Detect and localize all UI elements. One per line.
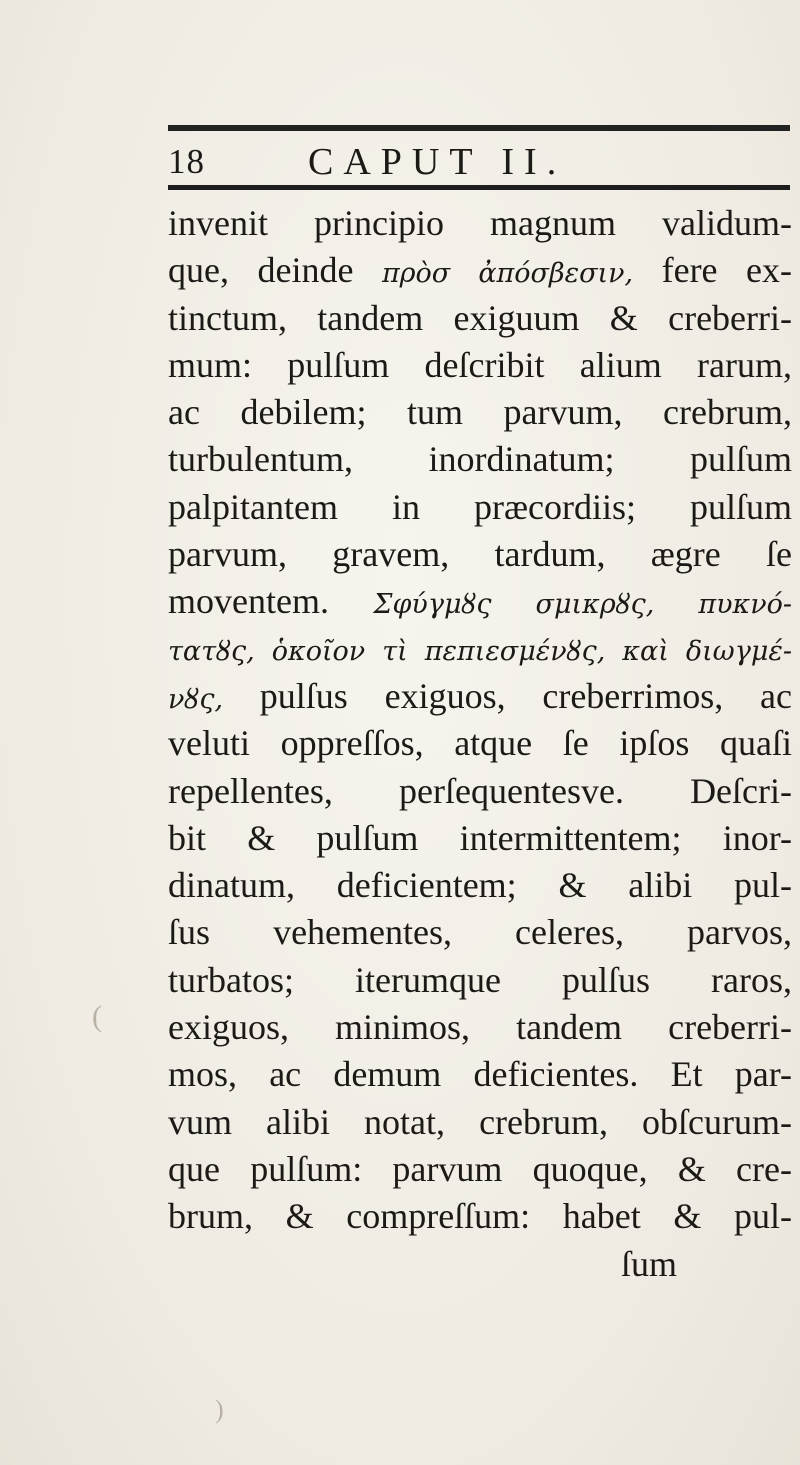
text-line: νȣς, pulſus exiguos, creberrimos, ac — [168, 675, 792, 716]
text-line: brum, & compreſſum: habet & pul- — [168, 1196, 792, 1237]
header-top-rule — [168, 125, 790, 131]
text-line: que, deinde πρὸσ ἀπόσβεσιν, fere ex- — [168, 250, 793, 291]
greek-phrase: νȣς, — [168, 683, 224, 715]
catchword: ſum — [620, 1243, 677, 1284]
greek-phrase: Σφύγμȣς σμικρȣς, πυκνό- — [373, 589, 792, 621]
running-title: CAPUT II. — [308, 141, 567, 183]
text-line: invenit principio magnum validum- — [168, 203, 792, 243]
text-line: veluti oppreſſos, atque ſe ipſos quaſi — [168, 723, 792, 764]
text-line: dinatum, deficientem; & alibi pul- — [168, 865, 792, 906]
text-line: exiguos, minimos, tandem creberri- — [168, 1007, 792, 1048]
text-line: palpitantem in præcordiis; pulſum — [168, 486, 792, 527]
body-text — [168, 200, 792, 1288]
text-line: turbulentum, inordinatum; pulſum — [168, 439, 792, 480]
margin-bleed-mark: ( — [92, 1000, 102, 1033]
text-line: mos, ac demum deficientes. Et par- — [168, 1054, 792, 1095]
greek-phrase: πρὸσ ἀπόσβεσιν, — [381, 258, 634, 290]
running-head — [168, 140, 790, 183]
margin-bleed-mark: ) — [215, 1395, 224, 1424]
text-line: ac debilem; tum parvum, crebrum, — [168, 392, 792, 433]
text-line: vum alibi notat, crebrum, obſcurum- — [168, 1101, 792, 1142]
text-line: tinctum, tandem exiguum & creberri- — [168, 297, 792, 338]
text-line: que pulſum: parvum quoque, & cre- — [168, 1148, 792, 1189]
header-bottom-rule — [168, 185, 790, 190]
text-line: ſus vehementes, celeres, parvos, — [168, 912, 792, 953]
text-line: turbatos; iterumque pulſus raros, — [168, 959, 792, 1000]
text-line: parvum, gravem, tardum, ægre ſe — [168, 534, 792, 575]
page-number: 18 — [168, 142, 205, 181]
text-line: mum: pulſum deſcribit alium rarum, — [168, 344, 792, 385]
text-line: repellentes, perſequentesve. Deſcri- — [168, 770, 792, 811]
text-line — [168, 626, 792, 673]
greek-phrase: τατȣς, ὁκοῖον τὶ πεπιεσμένȣς, καὶ διωγμέ- — [168, 635, 792, 667]
text-line: moventem. Σφύγμȣς σμικρȣς, πυκνό- — [168, 581, 792, 622]
text-line: bit & pulſum intermittentem; inor- — [168, 817, 792, 858]
